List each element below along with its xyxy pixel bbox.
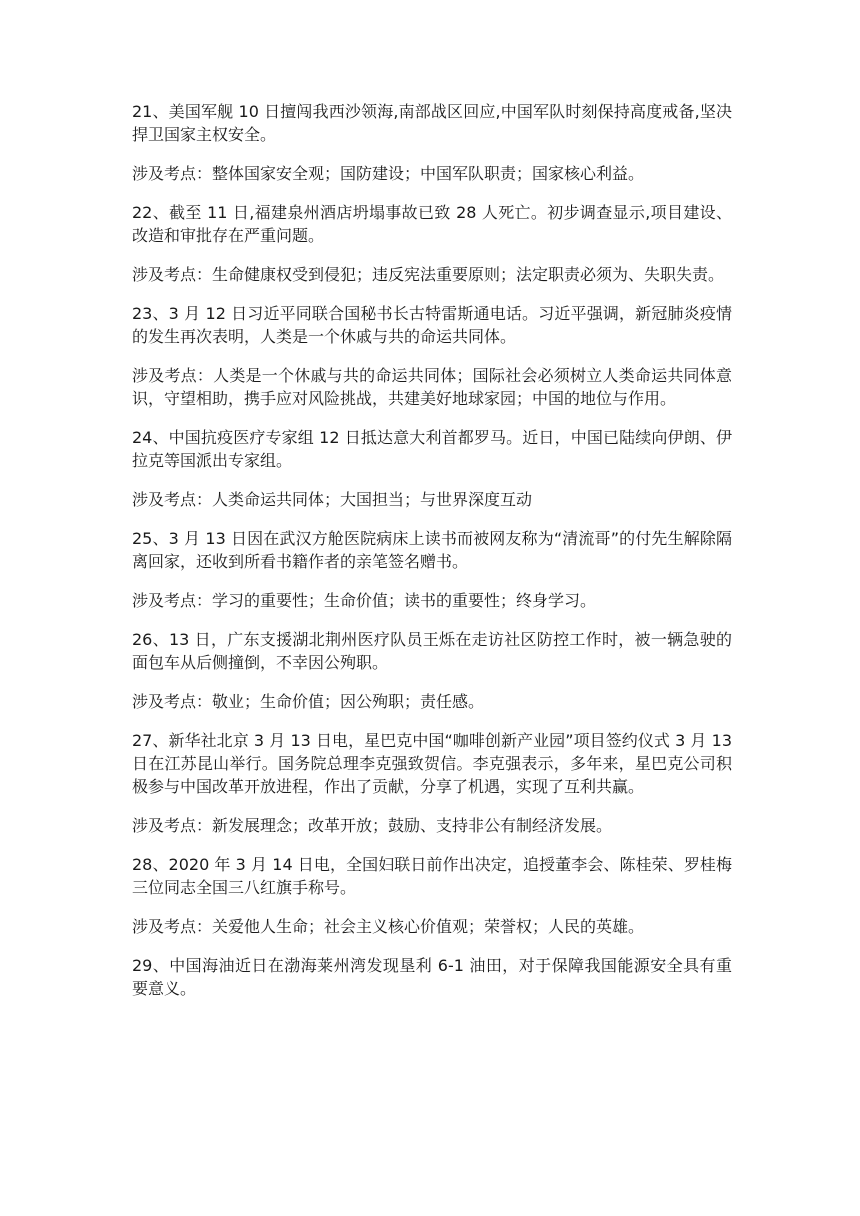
- news-item-28: 28、2020 年 3 月 14 日电，全国妇联日前作出决定，追授董李会、陈桂荣、罗桂梅三位同志全国三八红旗手称号。: [132, 855, 732, 897]
- news-item-25: 25、3 月 13 日因在武汉方舱医院病床上读书而被网友称为“清流哥”的付先生解除隔离回家，还收到所看书籍作者的亲笔签名赠书。: [132, 529, 732, 571]
- news-item-27: 27、新华社北京 3 月 13 日电，星巴克中国“咖啡创新产业园”项目签约仪式 3 月 13 日在江苏昆山举行。国务院总理李克强致贺信。李克强表示，多年来，星巴克公司积极参与中国改革开放进程，作出了贡献，分享了机遇，实现了互利共赢。: [132, 731, 732, 796]
- exam-points-26: 涉及考点：敬业；生命价值；因公殉职；责任感。: [132, 692, 485, 711]
- news-item-29: 29、中国海油近日在渤海莱州湾发现垦利 6-1 油田，对于保障我国能源安全具有重要意义。: [132, 956, 732, 998]
- news-item-22: 22、截至 11 日,福建泉州酒店坍塌事故已致 28 人死亡。初步调查显示,项目建设、改造和审批存在严重问题。: [132, 203, 732, 245]
- exam-points-22: 涉及考点：生命健康权受到侵犯；违反宪法重要原则；法定职责必须为、失职失责。: [132, 265, 725, 284]
- exam-points-21: 涉及考点：整体国家安全观；国防建设；中国军队职责；国家核心利益。: [132, 164, 645, 183]
- exam-points-24: 涉及考点：人类命运共同体；大国担当；与世界深度互动: [132, 490, 533, 509]
- news-item-21: 21、美国军舰 10 日擅闯我西沙领海,南部战区回应,中国军队时刻保持高度戒备,坚决捍卫国家主权安全。: [132, 102, 732, 144]
- news-item-24: 24、中国抗疫医疗专家组 12 日抵达意大利首都罗马。近日，中国已陆续向伊朗、伊拉克等国派出专家组。: [132, 428, 732, 470]
- exam-points-27: 涉及考点：新发展理念；改革开放；鼓励、支持非公有制经济发展。: [132, 816, 613, 835]
- document-body: [132, 100, 732, 1016]
- exam-points-25: 涉及考点：学习的重要性；生命价值；读书的重要性；终身学习。: [132, 591, 597, 610]
- exam-points-28: 涉及考点：关爱他人生命；社会主义核心价值观；荣誉权；人民的英雄。: [132, 917, 645, 936]
- news-item-23: 23、3 月 12 日习近平同联合国秘书长古特雷斯通电话。习近平强调，新冠肺炎疫情的发生再次表明，人类是一个休戚与共的命运共同体。: [132, 304, 732, 346]
- exam-points-23: 涉及考点：人类是一个休戚与共的命运共同体；国际社会必须树立人类命运共同体意识，守望相助，携手应对风险挑战，共建美好地球家园；中国的地位与作用。: [132, 366, 732, 408]
- news-item-26: 26、13 日，广东支援湖北荆州医疗队员王烁在走访社区防控工作时，被一辆急驶的面包车从后侧撞倒，不幸因公殉职。: [132, 630, 732, 672]
